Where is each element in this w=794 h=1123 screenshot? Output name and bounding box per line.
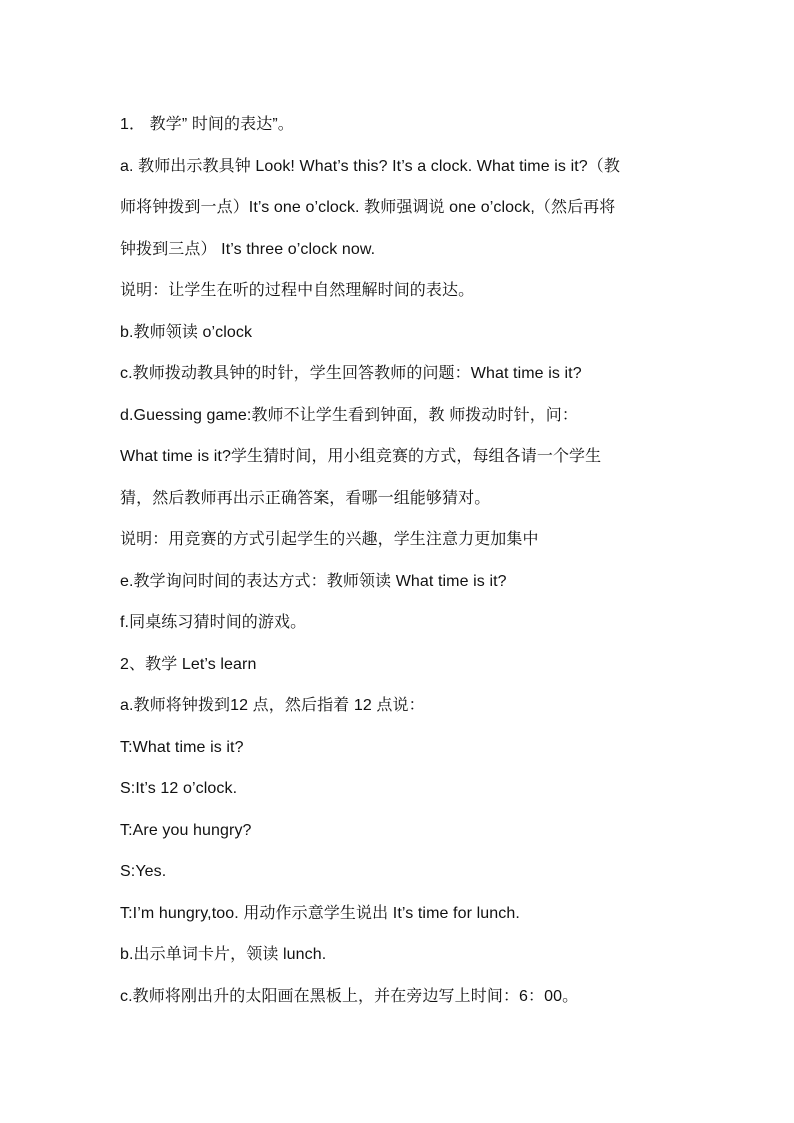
heading-teaching-time-expression: 1． 教学” 时间的表达”。 [120,116,294,133]
paragraph-line: 师将钟拨到一点）It’s one o’clock. 教师强调说 one o’clock,（然后再将 [120,199,616,216]
paragraph-line: a.教师将钟拨到12 点，然后指着 12 点说： [120,697,425,714]
paragraph-line: b.教师领读 o’clock [120,323,253,341]
paragraph-line: f.同桌练习猜时间的游戏。 [120,614,307,631]
dialogue-line: T:What time is it? [120,738,244,756]
dialogue-line: S:It’s 12 o’clock. [120,780,238,797]
dialogue-line: S:Yes. [120,863,167,880]
paragraph-line: c.教师将刚出升的太阳画在黑板上，并在旁边写上时间：6：00。 [120,987,579,1005]
note-line: 说明：用竞赛的方式引起学生的兴趣，学生注意力更加集中 [120,531,539,548]
paragraph-line: b.出示单词卡片，领读 lunch. [120,946,327,963]
paragraph-line: c.教师拨动教具钟的时针，学生回答教师的问题：What time is it? [120,365,582,382]
paragraph-line: 猜，然后教师再出示正确答案，看哪一组能够猜对。 [120,489,491,507]
paragraph-line: a. 教师出示教具钟 Look! What’s this? It’s a clock. What time is it?（教 [120,157,620,175]
note-line: 说明：让学生在听的过程中自然理解时间的表达。 [120,282,475,299]
dialogue-line: T:I’m hungry,too. 用动作示意学生说出 It’s time for lunch. [120,904,520,922]
heading-lets-learn: 2、教学 Let’s learn [120,655,257,673]
paragraph-line: 钟拨到三点） It’s three o’clock now. [120,240,376,258]
dialogue-line: T:Are you hungry? [120,821,252,839]
document-body [120,104,680,1017]
paragraph-line: e.教学询问时间的表达方式：教师领读 What time is it? [120,572,507,590]
paragraph-line: d.Guessing game:教师不让学生看到钟面，教 师拨动时针，问： [120,406,578,424]
paragraph-line: What time is it?学生猜时间，用小组竞赛的方式，每组各请一个学生 [120,448,602,465]
